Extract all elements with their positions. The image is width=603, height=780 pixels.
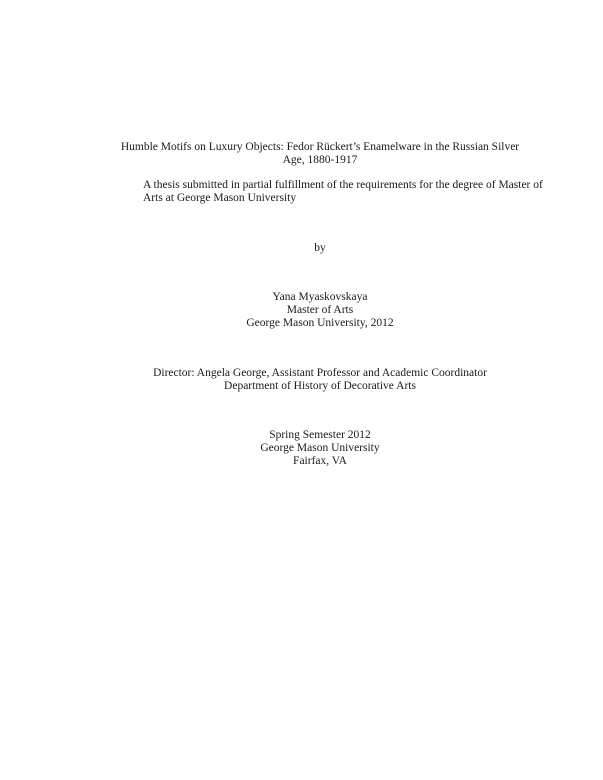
title-line-2: Age, 1880-1917 xyxy=(282,154,358,166)
thesis-statement xyxy=(143,179,543,205)
director-info xyxy=(100,367,540,393)
by-label xyxy=(100,242,540,255)
title-line-1: Humble Motifs on Luxury Objects: Fedor Rückert’s Enamelware in the Russian Silver xyxy=(120,141,520,153)
submission-info xyxy=(100,429,540,468)
author-degree: Master of Arts xyxy=(286,304,354,316)
university: George Mason University xyxy=(260,442,380,454)
by-text: by xyxy=(314,242,326,254)
location: Fairfax, VA xyxy=(293,455,347,467)
statement-line-1: A thesis submitted in partial fulfillment of the requirements for the degree of Master of xyxy=(143,179,543,191)
author-institution: George Mason University, 2012 xyxy=(246,317,394,329)
director-line-2: Department of History of Decorative Arts xyxy=(224,380,416,392)
author-name: Yana Myaskovskaya xyxy=(272,291,368,303)
author-info xyxy=(100,291,540,330)
director-line-1: Director: Angela George, Assistant Professor and Academic Coordinator xyxy=(153,367,487,379)
semester: Spring Semester 2012 xyxy=(269,429,371,441)
statement-line-2: Arts at George Mason University xyxy=(143,192,297,204)
thesis-title xyxy=(90,141,550,167)
